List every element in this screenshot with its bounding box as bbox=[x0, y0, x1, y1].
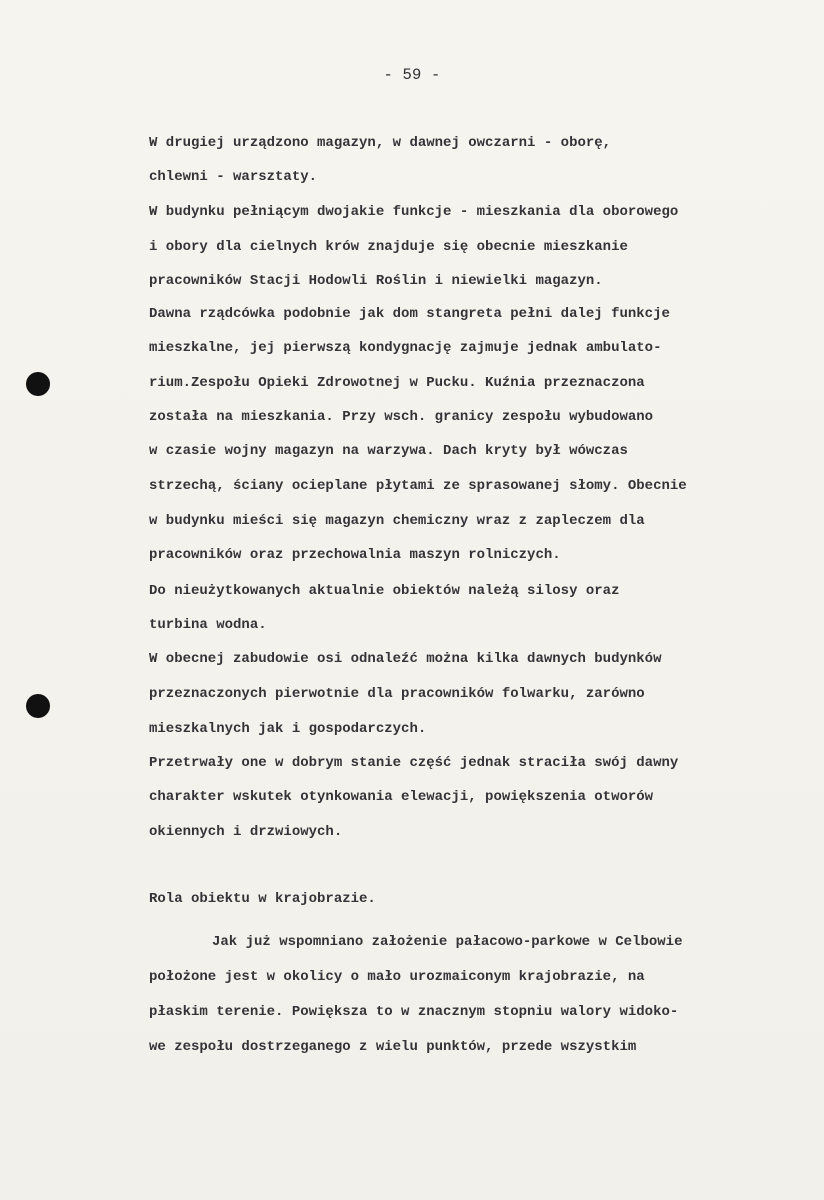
text-line: i obory dla cielnych krów znajduje się obecnie mieszkanie bbox=[149, 239, 628, 255]
text-line: W budynku pełniącym dwojakie funkcje - mieszkania dla oborowego bbox=[149, 204, 679, 220]
section-heading: Rola obiektu w krajobrazie. bbox=[149, 891, 376, 907]
text-line: Jak już wspomniano założenie pałacowo-parkowe w Celbowie bbox=[212, 934, 683, 950]
text-line: Przetrwały one w dobrym stanie część jednak straciła swój dawny bbox=[149, 755, 679, 771]
text-line: W obecnej zabudowie osi odnaleźć można kilka dawnych budynków bbox=[149, 651, 662, 667]
text-line: mieszkalne, jej pierwszą kondygnację zajmuje jednak ambulato- bbox=[149, 340, 662, 356]
page-number: - 59 - bbox=[383, 66, 441, 84]
text-line: w czasie wojny magazyn na warzywa. Dach kryty był wówczas bbox=[149, 443, 628, 459]
text-line: W drugiej urządzono magazyn, w dawnej owczarni - oborę, bbox=[149, 135, 612, 151]
text-line: pracowników Stacji Hodowli Roślin i niewielki magazyn. bbox=[149, 273, 603, 289]
text-line: turbina wodna. bbox=[149, 617, 267, 633]
text-line: pracowników oraz przechowalnia maszyn rolniczych. bbox=[149, 547, 561, 563]
text-line: strzechą, ściany ocieplane płytami ze sprasowanej słomy. Obecnie bbox=[149, 478, 687, 494]
text-line: przeznaczonych pierwotnie dla pracowników folwarku, zarówno bbox=[149, 686, 645, 702]
text-line: rium.Zespołu Opieki Zdrowotnej w Pucku. Kuźnia przeznaczona bbox=[149, 375, 645, 391]
text-line: w budynku mieści się magazyn chemiczny wraz z zapleczem dla bbox=[149, 513, 645, 529]
text-line: płaskim terenie. Powiększa to w znacznym stopniu walory widoko- bbox=[149, 1004, 679, 1020]
text-line: chlewni - warsztaty. bbox=[149, 169, 318, 185]
text-line: Dawna rządcówka podobnie jak dom stangreta pełni dalej funkcje bbox=[149, 306, 670, 322]
text-line: mieszkalnych jak i gospodarczych. bbox=[149, 721, 427, 737]
text-line: okiennych i drzwiowych. bbox=[149, 824, 343, 840]
text-line: Do nieużytkowanych aktualnie obiektów należą silosy oraz bbox=[149, 583, 620, 599]
text-line: we zespołu dostrzeganego z wielu punktów, przede wszystkim bbox=[149, 1039, 637, 1055]
text-line: położone jest w okolicy o mało urozmaiconym krajobrazie, na bbox=[149, 969, 645, 985]
text-line: charakter wskutek otynkowania elewacji, powiększenia otworów bbox=[149, 789, 654, 805]
text-line: została na mieszkania. Przy wsch. granicy zespołu wybudowano bbox=[149, 409, 654, 425]
